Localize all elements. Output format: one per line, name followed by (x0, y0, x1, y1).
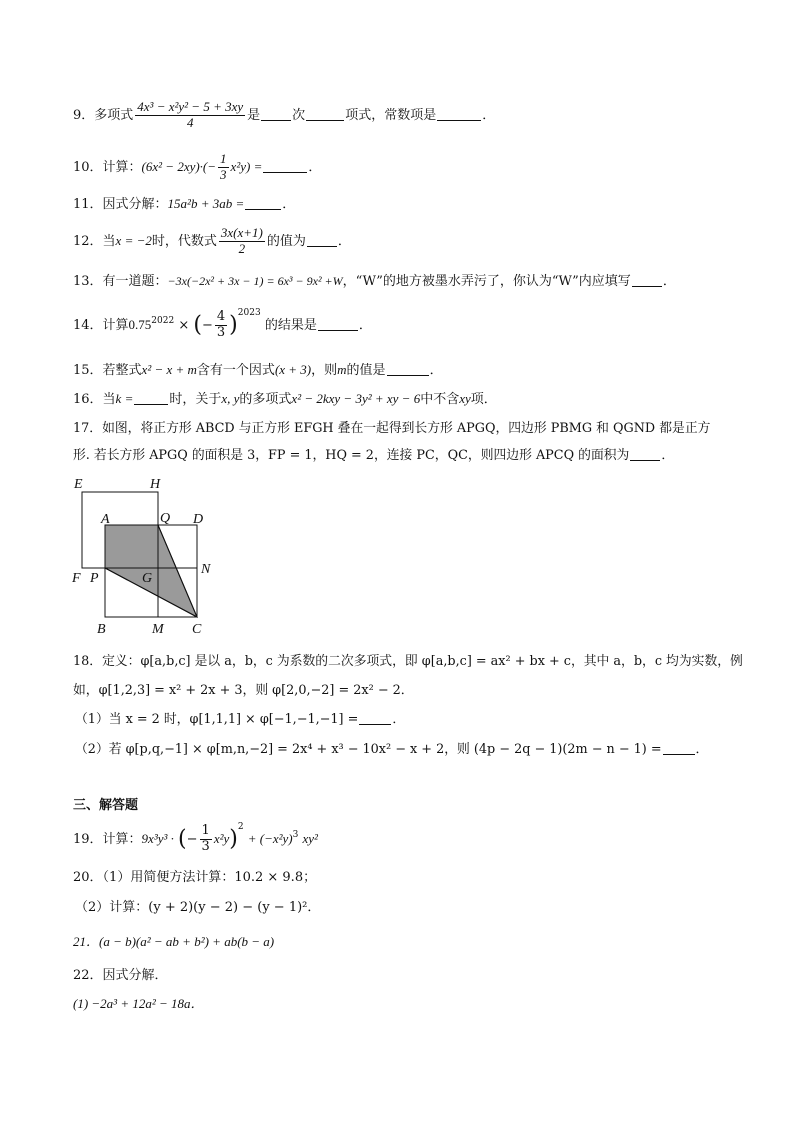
question-13 (73, 274, 676, 290)
question-22 (73, 968, 168, 984)
q20-line2: （2）计算：(y + 2)(y − 2) − (y − 1)²． (75, 900, 321, 915)
question-12 (73, 226, 351, 257)
question-19: 19．计算：9x³y³ · (− $\frac{1}{3}$ $x^2y)^2 + (-x^2y)^3$ xy² (73, 821, 318, 854)
q20-line1: 20．（1）用简便方法计算：10.2 × 9.8； (73, 870, 317, 885)
q18-line1b: 如，φ[1,2,3] = x² + 2x + 3，则 φ[2,0,−2] = 2x² − 2． (73, 683, 414, 698)
label-b: B (97, 622, 106, 637)
q9-blank-1 (261, 108, 291, 121)
question-18-part1 (75, 712, 405, 727)
q12-fraction-den: 2 (238, 240, 246, 256)
question-22-part1 (73, 996, 204, 1013)
q18-part2-end: ． (695, 742, 709, 757)
q10-expr: (6x² − 2xy)·(− (141, 158, 217, 174)
q10-end: ． (308, 159, 322, 175)
q21-text: 21．(a − b)(a² − ab + b²) + ab(b − a) (73, 934, 275, 949)
q19-term-c: + (−x²y) (247, 830, 293, 846)
q18-part1-text: （1）当 x = 2 时，φ[1,1,1] × φ[−1,−1,−1] = (75, 712, 359, 727)
question-14: 14．计算$0.75^{2022}$ × (− $\frac{4}{3}$ )$^{2023}$ 的结果是 ． (73, 307, 372, 340)
q9-text2: 次 (292, 107, 306, 123)
q13-end: ． (662, 274, 676, 289)
q12-text1: 时，代数式 (151, 233, 217, 249)
q10-expr2: x²y) = (230, 158, 263, 174)
q19-rparen: ) (229, 826, 238, 852)
question-15 (73, 362, 443, 379)
q19-term-b: x²y (213, 830, 230, 846)
q14-base: 0.75 (128, 316, 152, 332)
q10-label: 10．计算： (73, 159, 142, 175)
label-g: G (142, 571, 153, 586)
q11-blank (245, 197, 281, 210)
q10-fraction-den: 3 (220, 166, 227, 182)
question-10 (73, 152, 321, 183)
q9-end: ． (482, 107, 496, 123)
q12-end: ． (337, 233, 351, 249)
q14-times: × (178, 317, 190, 333)
q14-blank (318, 318, 358, 331)
q17-line1-text: 17．如图，将正方形 ABCD 与正方形 EFGH 叠在一起得到长方形 APGQ，四边形 PBMG 和 QGND 都是正方 (73, 421, 711, 436)
q12-blank (307, 234, 337, 247)
q17-geometry-diagram (72, 475, 252, 640)
q15-text3: 的值是 (346, 363, 386, 378)
q13-label: 13．有一道题： (73, 274, 168, 289)
section-3-heading (73, 798, 138, 814)
q9-label: 9．多项式 (73, 107, 134, 123)
question-17-line1 (73, 421, 710, 436)
question-20-part2 (75, 900, 320, 916)
label-e: E (74, 477, 83, 492)
q16-label: 16．当 (73, 392, 116, 407)
q13-text: ，“W”的地方被墨水弄污了，你认为“W”内应填写 (342, 274, 631, 289)
q14-exp1: 2022 (151, 315, 175, 326)
q18-part1-end: ． (392, 712, 406, 727)
q15-text2: ，则 (311, 363, 338, 378)
q16-expr: x² − 2kxy − 3y² + xy − 6 (291, 391, 421, 406)
q15-factor: (x + 3) (274, 362, 312, 377)
question-16 (73, 391, 497, 408)
q16-text4: 项． (470, 392, 497, 407)
q11-label: 11．因式分解： (73, 197, 168, 212)
question-18-line2 (73, 683, 414, 698)
question-21 (73, 934, 274, 951)
q9-text3: 项式，常数项是 (345, 107, 437, 123)
question-17-line2 (73, 448, 674, 463)
q12-text2: 的值为 (266, 233, 306, 249)
q19-label: 19．计算： (73, 831, 142, 847)
q12-cond: x = −2 (115, 232, 152, 248)
q15-label: 15．若整式 (73, 363, 142, 378)
q22-line2: (1) −2a³ + 12a² − 18a． (73, 996, 204, 1011)
label-a: A (101, 512, 110, 527)
q9-numerator: 4x³ − x²y² − 5 + 3xy (137, 99, 244, 114)
q15-var: m (337, 362, 347, 377)
q14-fraction-num: 4 (216, 309, 226, 324)
q19-lparen: ( (178, 826, 187, 852)
q10-fraction (218, 152, 229, 183)
q19-fraction-den: 3 (201, 838, 210, 854)
q9-blank-3 (437, 108, 481, 121)
question-20-part1 (73, 870, 316, 886)
q19-term-d: xy² (302, 830, 318, 846)
section-3-title: 三、解答题 (73, 798, 139, 813)
q18-part1-blank (359, 712, 391, 725)
q10-blank (263, 160, 307, 173)
label-m: M (152, 622, 164, 637)
q9-blank-2 (306, 108, 344, 121)
q18-part2-text: （2）若 φ[p,q,−1] × φ[m,n,−2] = 2x⁴ + x³ − 10x² − x + 2，则 (4p − 2q − 1)(2m − n − 1) = (75, 742, 662, 757)
q16-text2: 的多项式 (239, 392, 292, 407)
q14-rparen: ) (229, 312, 238, 338)
q9-denominator: 4 (186, 114, 194, 130)
q11-expr: 15a²b + 3ab = (167, 196, 245, 211)
label-d: D (193, 512, 204, 527)
q15-blank (387, 363, 429, 376)
q17-line2-text: 形. 若长方形 APGQ 的面积是 3，FP = 1，HQ = 2，连接 PC，QC，则四边形 APCQ 的面积为 (73, 448, 630, 463)
q16-term: xy (459, 391, 471, 406)
q12-fraction (219, 226, 265, 257)
label-q: Q (160, 511, 171, 526)
q17-blank (630, 448, 660, 461)
q14-fraction (215, 310, 227, 341)
q18-part2-blank (663, 742, 695, 755)
q14-fraction-den: 3 (216, 324, 226, 340)
q14-label: 14．计算 (73, 317, 129, 333)
q14-text: 的结果是 (264, 317, 317, 333)
q11-end: ． (282, 197, 296, 212)
q16-text3: 中不含 (420, 392, 460, 407)
label-p: P (90, 571, 99, 586)
q17-end: ． (661, 448, 675, 463)
q10-fraction-num: 1 (220, 151, 227, 166)
question-9 (73, 100, 495, 131)
question-18-line1 (73, 654, 743, 669)
q12-label: 12．当 (73, 233, 116, 249)
q16-k: k = (115, 391, 134, 406)
question-11 (73, 196, 295, 213)
q9-fraction (135, 100, 245, 131)
q15-expr: x² − x + m (141, 362, 197, 377)
q19-term-a: 9x³y³ · (141, 830, 174, 846)
q13-blank (632, 274, 662, 287)
q14-end: ． (358, 317, 372, 333)
q22-line1: 22．因式分解． (73, 968, 168, 983)
q13-expr: −3x(−2x² + 3x − 1) = 6x³ − 9x² +W (167, 274, 343, 288)
q14-exp2: 2023 (237, 307, 261, 318)
q19-fraction-num: 1 (201, 823, 210, 838)
label-n: N (201, 562, 211, 577)
q19-exp: 2 (237, 821, 244, 832)
label-c: C (192, 622, 202, 637)
q9-text1: 是 (247, 107, 261, 123)
q12-fraction-num: 3x(x+1) (220, 225, 263, 240)
question-18-part2 (75, 742, 708, 757)
q19-exp2: 3 (292, 829, 299, 840)
q19-fraction (200, 824, 212, 855)
label-h: H (150, 477, 161, 492)
q16-blank (134, 392, 168, 405)
label-f: F (72, 571, 81, 586)
q15-end: ． (429, 363, 443, 378)
q15-text1: 含有一个因式 (196, 363, 275, 378)
q18-line1a: 18．定义：φ[a,b,c] 是以 a，b，c 为系数的二次多项式，即 φ[a,b,c] = ax² + bx + c，其中 a，b，c 均为实数，例 (73, 654, 743, 669)
q16-vars: x, y (221, 391, 240, 406)
q14-lparen: ( (193, 312, 202, 338)
q16-text1: 时，关于 (169, 392, 222, 407)
